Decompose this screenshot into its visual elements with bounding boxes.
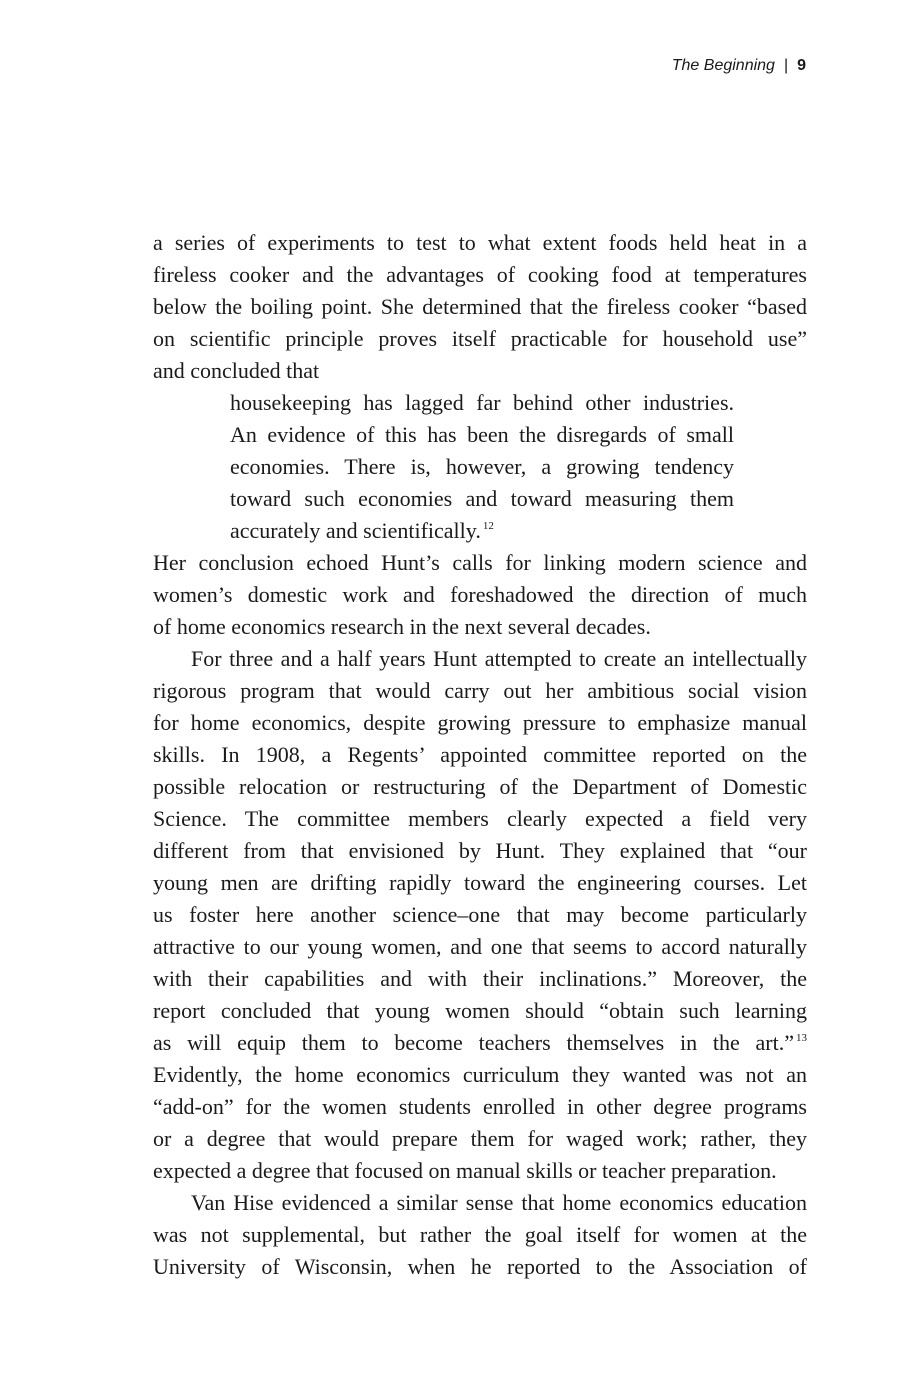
paragraph-2 [153, 547, 807, 643]
running-head [672, 56, 806, 76]
text-line: fireless cooker and the advantages of cooking food at temperatures [153, 262, 807, 287]
text-line: for home economics, despite growing pressure to emphasize manual [153, 710, 807, 735]
text-line [153, 1027, 807, 1059]
quote-line: An evidence of this has been the disregards of small [230, 422, 734, 447]
text-line: on scientific principle proves itself practicable for household use” [153, 326, 807, 351]
text-line: University of Wisconsin, when he reported to the Association of [153, 1254, 807, 1279]
text-line: below the boiling point. She determined that the fireless cooker “based [153, 294, 807, 319]
text-line: For three and a half years Hunt attempted to create an intellectually [191, 646, 807, 671]
running-head-title: The Beginning [671, 57, 775, 74]
text-line: young men are drifting rapidly toward the engineering courses. Let [153, 870, 807, 895]
text-line: Her conclusion echoed Hunt’s calls for linking modern science and [153, 550, 807, 575]
paragraph-1 [153, 227, 807, 387]
paragraph-4 [153, 1187, 807, 1283]
quote-line-text: accurately and scientifically. [230, 518, 481, 543]
body-text [153, 227, 807, 1283]
text-line: with their capabilities and with their inclinations.” Moreover, the [153, 966, 807, 991]
text-line: of home economics research in the next several decades. [153, 614, 651, 639]
text-line: rigorous program that would carry out her ambitious social vision [153, 678, 807, 703]
text-line: a series of experiments to test to what extent foods held heat in a [153, 230, 807, 255]
text-line: Van Hise evidenced a similar sense that home economics education [191, 1190, 807, 1215]
text-line: expected a degree that focused on manual skills or teacher preparation. [153, 1158, 777, 1183]
text-line: attractive to our young women, and one that seems to accord naturally [153, 934, 807, 959]
text-line: us foster here another science–one that may become particularly [153, 902, 807, 927]
footnote-marker-12: 12 [482, 520, 494, 532]
quote-line: housekeeping has lagged far behind other industries. [230, 390, 734, 415]
running-head-separator: | [783, 57, 789, 74]
text-line: Evidently, the home economics curriculum they wanted was not an [153, 1062, 807, 1087]
text-line: “add-on” for the women students enrolled in other degree programs [153, 1094, 807, 1119]
quote-line: toward such economies and toward measuring them [230, 486, 734, 511]
quote-line: economies. There is, however, a growing tendency [230, 454, 734, 479]
text-line: skills. In 1908, a Regents’ appointed committee reported on the [153, 742, 807, 767]
text-line: possible relocation or restructuring of the Department of Domestic [153, 774, 807, 799]
quote-line [230, 515, 734, 547]
footnote-marker-13: 13 [796, 1032, 807, 1044]
text-line: women’s domestic work and foreshadowed the direction of much [153, 582, 807, 607]
text-line: Science. The committee members clearly expected a field very [153, 806, 807, 831]
page-number: 9 [797, 57, 806, 74]
text-line: and concluded that [153, 358, 320, 383]
text-line: or a degree that would prepare them for waged work; rather, they [153, 1126, 807, 1151]
block-quote [153, 387, 807, 547]
text-line: was not supplemental, but rather the goal itself for women at the [153, 1222, 807, 1247]
text-line-text: as will equip them to become teachers themselves in the art.” [153, 1030, 794, 1055]
text-line: report concluded that young women should “obtain such learning [153, 998, 807, 1023]
paragraph-3 [153, 643, 807, 1187]
text-line: different from that envisioned by Hunt. They explained that “our [153, 838, 807, 863]
